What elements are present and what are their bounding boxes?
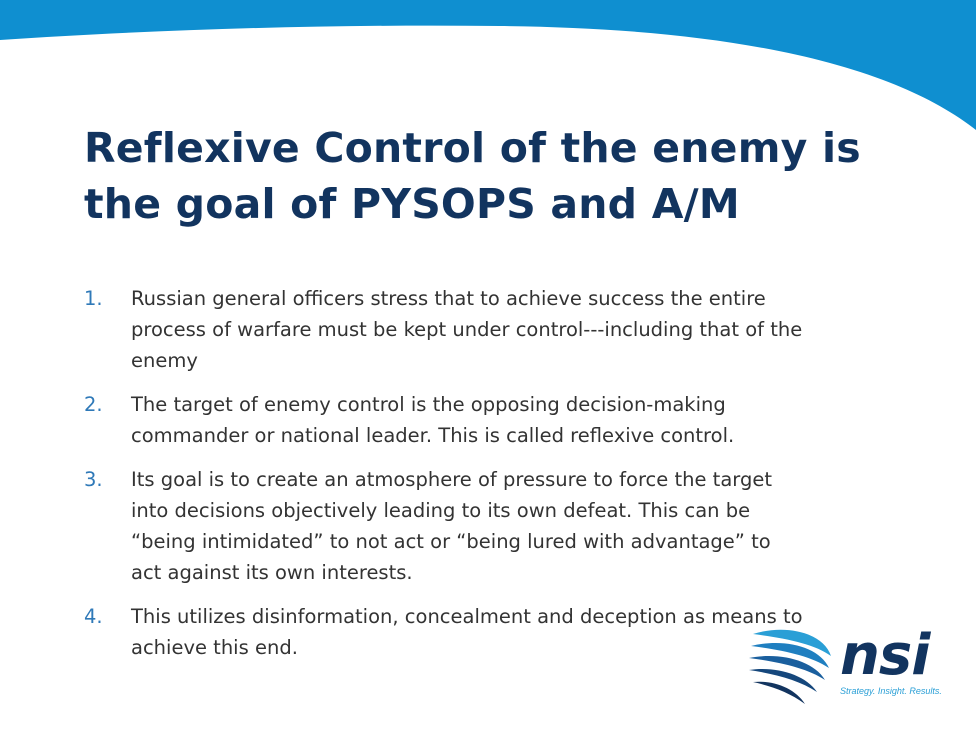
- globe-swoosh-icon: [745, 622, 835, 712]
- list-item-text: Russian general officers stress that to achieve success the entire process of warfare must be kept under control---including that of the enemy: [131, 287, 803, 372]
- numbered-list: [84, 283, 804, 676]
- slide-title: Reflexive Control of the enemy is the goal of PYSOPS and A/M: [84, 124, 861, 228]
- list-item-number: 1.: [84, 287, 103, 310]
- nsi-logo: [745, 622, 955, 712]
- list-item-number: 2.: [84, 393, 103, 416]
- list-item-number: 4.: [84, 605, 103, 628]
- logo-tagline: Strategy. Insight. Results.: [840, 686, 942, 696]
- list-item-text: This utilizes disinformation, concealment and deception as means to achieve this end.: [131, 605, 803, 659]
- list-item: [84, 464, 804, 588]
- list-item-text: The target of enemy control is the opposing decision-making commander or national leader. This is called reflexive control.: [131, 393, 735, 447]
- list-item: [84, 283, 804, 376]
- logo-wordmark: nsi: [840, 623, 930, 688]
- list-item-text: Its goal is to create an atmosphere of pressure to force the target into decisions objectively leading to its own defeat. This can be “being intimidated” to not act or “being lured with advantage” to act against its own interests.: [131, 468, 772, 584]
- list-item-number: 3.: [84, 468, 103, 491]
- list-item: [84, 389, 804, 451]
- list-item: [84, 601, 804, 663]
- header-swoosh: [0, 0, 976, 140]
